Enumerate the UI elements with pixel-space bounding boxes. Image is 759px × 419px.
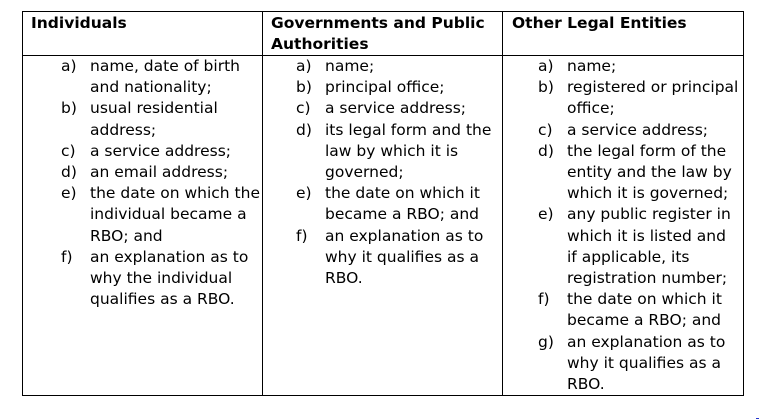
item-text: name, date of birth and nationality; [90, 57, 240, 97]
item-text: its legal form and the law by which it is governed; [325, 120, 492, 182]
item-text: an email address; [90, 163, 229, 182]
item-text: the date on which it became a RBO; and [567, 290, 722, 330]
other-legal-entities-cell [503, 56, 744, 396]
list-item [296, 120, 502, 184]
list-item [538, 120, 743, 141]
list-item [61, 98, 262, 140]
item-text: the legal form of the entity and the law by which it is governed; [567, 141, 732, 203]
item-letter: f) [61, 247, 73, 266]
list-item [61, 247, 262, 311]
item-letter: c) [296, 99, 311, 118]
header-row [23, 12, 744, 56]
item-text: an explanation as to why the individual qualifies as a RBO. [90, 247, 249, 309]
item-text: a service address; [325, 99, 466, 118]
item-text: usual residential address; [90, 99, 218, 139]
item-letter: e) [296, 184, 312, 203]
list-item [296, 183, 502, 225]
item-text: any public register in which it is listed and if applicable, its registration number; [567, 205, 731, 288]
other-legal-entities-list [503, 56, 743, 395]
item-letter: e) [61, 184, 77, 203]
list-item [538, 77, 743, 119]
item-letter: b) [61, 99, 77, 118]
item-letter: d) [61, 163, 77, 182]
list-item [61, 162, 262, 183]
item-letter: b) [296, 78, 312, 97]
item-text: a service address; [567, 120, 708, 139]
list-item [296, 98, 502, 119]
item-letter: a) [296, 57, 312, 75]
list-item [538, 204, 743, 289]
item-letter: g) [538, 332, 554, 351]
governments-cell [263, 56, 503, 396]
item-letter: e) [538, 205, 554, 224]
header-governments-public-authorities: Governments and Public Authorities [263, 12, 503, 56]
list-item [61, 56, 262, 98]
list-item [538, 289, 743, 331]
list-item [61, 183, 262, 247]
item-text: the date on which it became a RBO; and [325, 184, 480, 224]
item-text: the date on which the individual became a RBO; and [90, 184, 260, 245]
list-item [296, 226, 502, 290]
item-text: name; [325, 57, 375, 75]
item-text: principal office; [325, 78, 445, 97]
item-text: registered or principal office; [567, 78, 739, 118]
item-text: an explanation as to why it qualifies as a RBO. [567, 332, 726, 394]
content-row [23, 56, 744, 396]
header-individuals: Individuals [23, 12, 263, 56]
item-text: a service address; [90, 141, 231, 160]
governments-list [263, 56, 502, 289]
individuals-list [23, 56, 262, 310]
list-item [538, 56, 743, 77]
list-item [296, 77, 502, 98]
item-letter: f) [296, 226, 308, 245]
item-letter: c) [538, 120, 553, 139]
item-letter: c) [61, 141, 76, 160]
item-letter: d) [538, 141, 554, 160]
item-text: an explanation as to why it qualifies as a RBO. [325, 226, 484, 288]
header-other-legal-entities: Other Legal Entities [503, 12, 744, 56]
list-item [538, 141, 743, 205]
item-letter: b) [538, 78, 554, 97]
item-letter: a) [61, 57, 77, 75]
item-text: name; [567, 57, 617, 75]
list-item [296, 56, 502, 77]
item-letter: d) [296, 120, 312, 139]
individuals-cell [23, 56, 263, 396]
item-letter: a) [538, 57, 554, 75]
rbo-information-table [22, 11, 744, 396]
list-item [538, 332, 743, 396]
item-letter: f) [538, 290, 550, 309]
list-item [61, 141, 262, 162]
